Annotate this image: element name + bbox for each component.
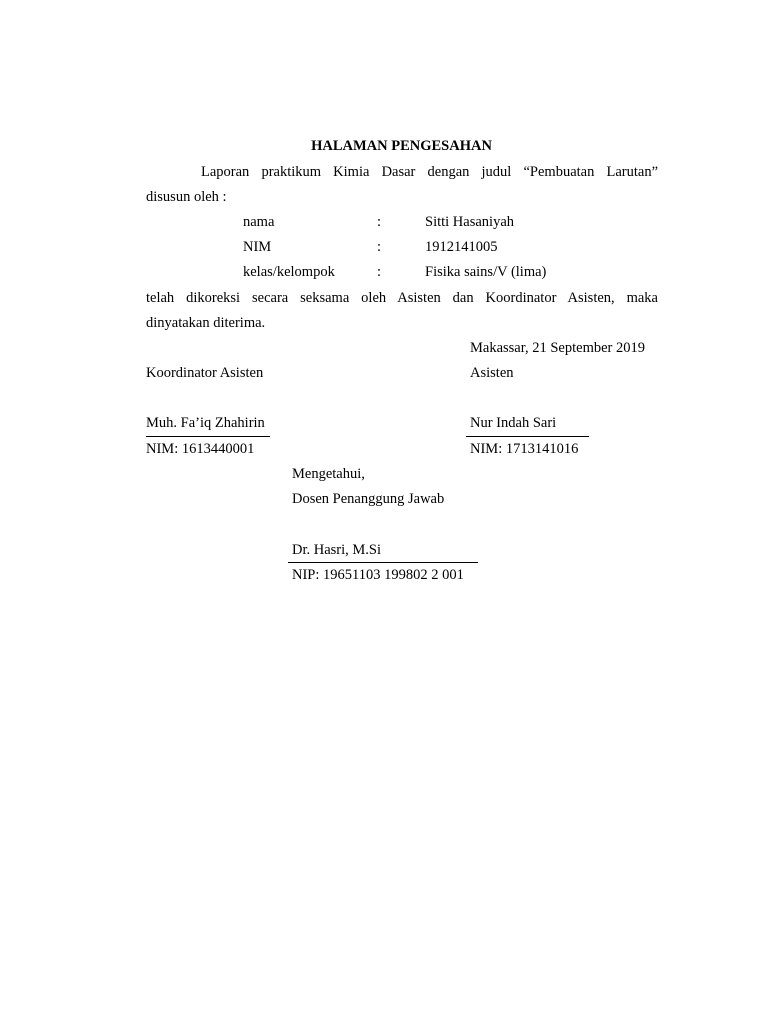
lecturer-id: NIP: 19651103 199802 2 001 <box>292 567 464 583</box>
identity-sep-nim: : <box>377 239 382 255</box>
coordinator-role: Koordinator Asisten <box>146 365 264 381</box>
statement-line-2: dinyatakan diterima. <box>146 315 266 331</box>
place-date: Makassar, 21 September 2019 <box>470 340 645 356</box>
assistant-signature-line <box>466 436 589 437</box>
identity-value-name: Sitti Hasaniyah <box>425 214 515 230</box>
coordinator-name: Muh. Fa’iq Zhahirin <box>146 415 265 431</box>
identity-value-nim: 1912141005 <box>425 239 498 255</box>
identity-label-class: kelas/kelompok <box>243 264 335 280</box>
assistant-name: Nur Indah Sari <box>470 415 557 431</box>
intro-text-line-2: disusun oleh : <box>146 189 227 205</box>
assistant-role: Asisten <box>470 365 514 381</box>
identity-label-nim: NIM <box>243 239 272 255</box>
page-title: HALAMAN PENGESAHAN <box>311 138 492 154</box>
lecturer-acknowledge: Mengetahui, <box>292 466 365 482</box>
identity-value-class: Fisika sains/V (lima) <box>425 264 547 280</box>
statement-line-1: telah dikoreksi secara seksama oleh Asisten dan Koordinator Asisten, maka <box>146 290 658 306</box>
lecturer-name: Dr. Hasri, M.Si <box>292 542 382 558</box>
intro-text-line-1: Laporan praktikum Kimia Dasar dengan judul “Pembuatan Larutan” <box>201 164 658 180</box>
lecturer-role: Dosen Penanggung Jawab <box>292 491 445 507</box>
identity-sep-class: : <box>377 264 382 280</box>
coordinator-id: NIM: 1613440001 <box>146 441 255 457</box>
lecturer-signature-line <box>288 562 478 563</box>
coordinator-signature-line <box>146 436 270 437</box>
identity-sep-name: : <box>377 214 382 230</box>
identity-label-name: nama <box>243 214 275 230</box>
assistant-id: NIM: 1713141016 <box>470 441 579 457</box>
